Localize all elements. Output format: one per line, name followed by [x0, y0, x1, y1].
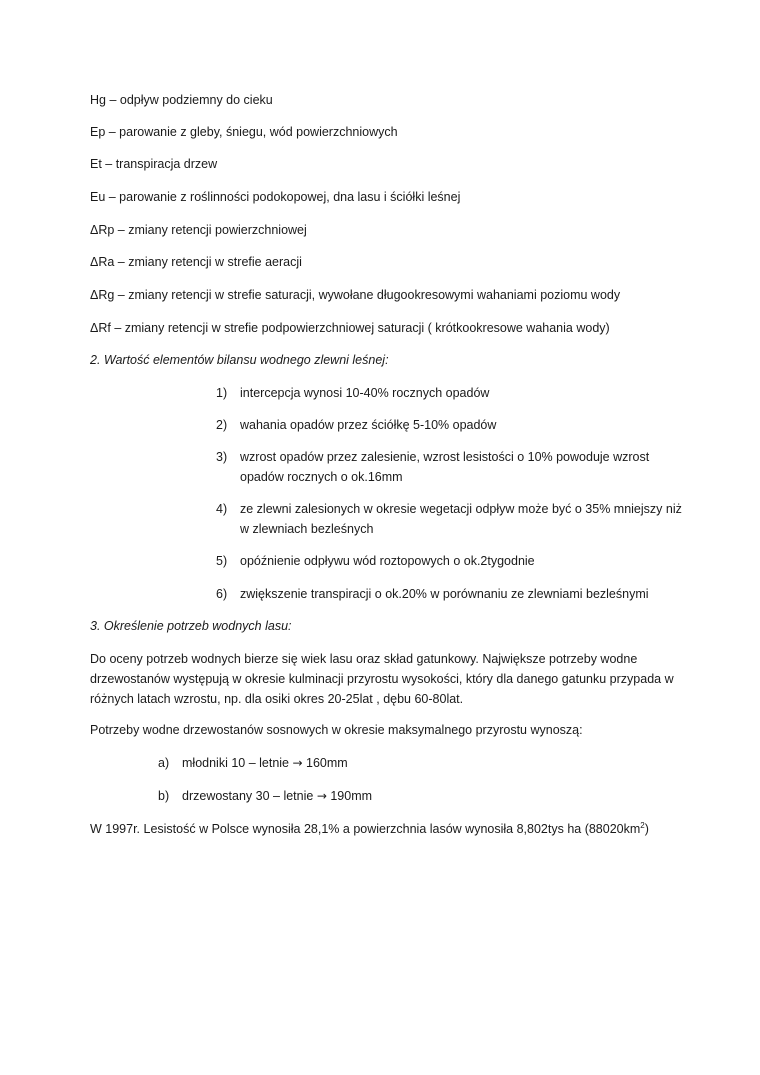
list-item [216, 415, 686, 435]
list-item-number: 4) [216, 502, 228, 516]
list-item [158, 754, 348, 772]
section-2-heading: 2. Wartość elementów bilansu wodnego zlewni leśnej: [90, 353, 389, 367]
definition-eu: Eu – parowanie z roślinności podokopowej, dna lasu i ściółki leśnej [90, 190, 461, 204]
list-item-text: drzewostany 30 – letnie [182, 789, 317, 803]
paragraph: Do oceny potrzeb wodnych bierze się wiek lasu oraz skład gatunkowy. Największe potrzeby wodne drzewostanów występują w okresie kulminacji przyrostu wysokości, który dla danego gatunku przypada w różnych latach wzrostu, np. dla osiki okres 20-25lat , dębu 60-80lat. [90, 652, 674, 706]
superscript: 2 [640, 820, 645, 830]
list-item-text: zwiększenie transpiracji o ok.20% w porównaniu ze zlewniami bezleśnymi [240, 587, 649, 601]
list-item-letter: a) [158, 756, 170, 770]
list-item [216, 499, 686, 539]
list-item-number: 2) [216, 418, 228, 432]
list-item [216, 584, 686, 604]
list-item-text: opóźnienie odpływu wód roztopowych o ok.2tygodnie [240, 554, 535, 568]
list-item-letter: b) [158, 789, 170, 803]
paragraph: Potrzeby wodne drzewostanów sosnowych w okresie maksymalnego przyrostu wynoszą: [90, 723, 583, 737]
list-item-text: młodniki 10 – letnie [182, 756, 293, 770]
list-item-value: 160mm [302, 756, 348, 770]
definition-ep: Ep – parowanie z gleby, śniegu, wód powierzchniowych [90, 125, 398, 139]
footer-close: ) [644, 822, 649, 836]
list-item-text: wzrost opadów przez zalesienie, wzrost lesistości o 10% powoduje wzrost opadów rocznych o ok.16mm [240, 450, 650, 484]
list-item-text: wahania opadów przez ściółkę 5-10% opadów [240, 418, 497, 432]
list-item [158, 787, 372, 805]
list-item-number: 6) [216, 587, 228, 601]
list-item-number: 1) [216, 386, 228, 400]
arrow-right-icon: → [292, 756, 303, 770]
definition-dra: ΔRa – zmiany retencji w strefie aeracji [90, 255, 302, 269]
list-item-text: ze zlewni zalesionych w okresie wegetacji odpływ może być o 35% mniejszy niż w zlewniach bezleśnych [240, 502, 682, 536]
list-item [216, 447, 686, 487]
section-3-heading: 3. Określenie potrzeb wodnych lasu: [90, 619, 292, 633]
list-item [216, 383, 686, 403]
definition-hg: Hg – odpływ podziemny do cieku [90, 93, 273, 107]
list-item-value: 190mm [326, 789, 373, 803]
footer-text: W 1997r. Lesistość w Polsce wynosiła 28,1% a powierzchnia lasów wynosiła 8,802tys ha (88020km [90, 822, 641, 836]
definition-drf: ΔRf – zmiany retencji w strefie podpowierzchniowej saturacji ( krótkookresowe wahania wody) [90, 321, 610, 335]
list-item [216, 551, 686, 571]
definition-et: Et – transpiracja drzew [90, 157, 218, 171]
arrow-right-icon: → [316, 789, 327, 803]
list-item-number: 5) [216, 554, 228, 568]
list-item-number: 3) [216, 450, 228, 464]
definition-drp: ΔRp – zmiany retencji powierzchniowej [90, 223, 307, 237]
footer-statement [90, 820, 649, 838]
list-item-text: intercepcja wynosi 10-40% rocznych opadów [240, 386, 490, 400]
definition-drg: ΔRg – zmiany retencji w strefie saturacji, wywołane długookresowymi wahaniami poziomu wody [90, 288, 621, 302]
